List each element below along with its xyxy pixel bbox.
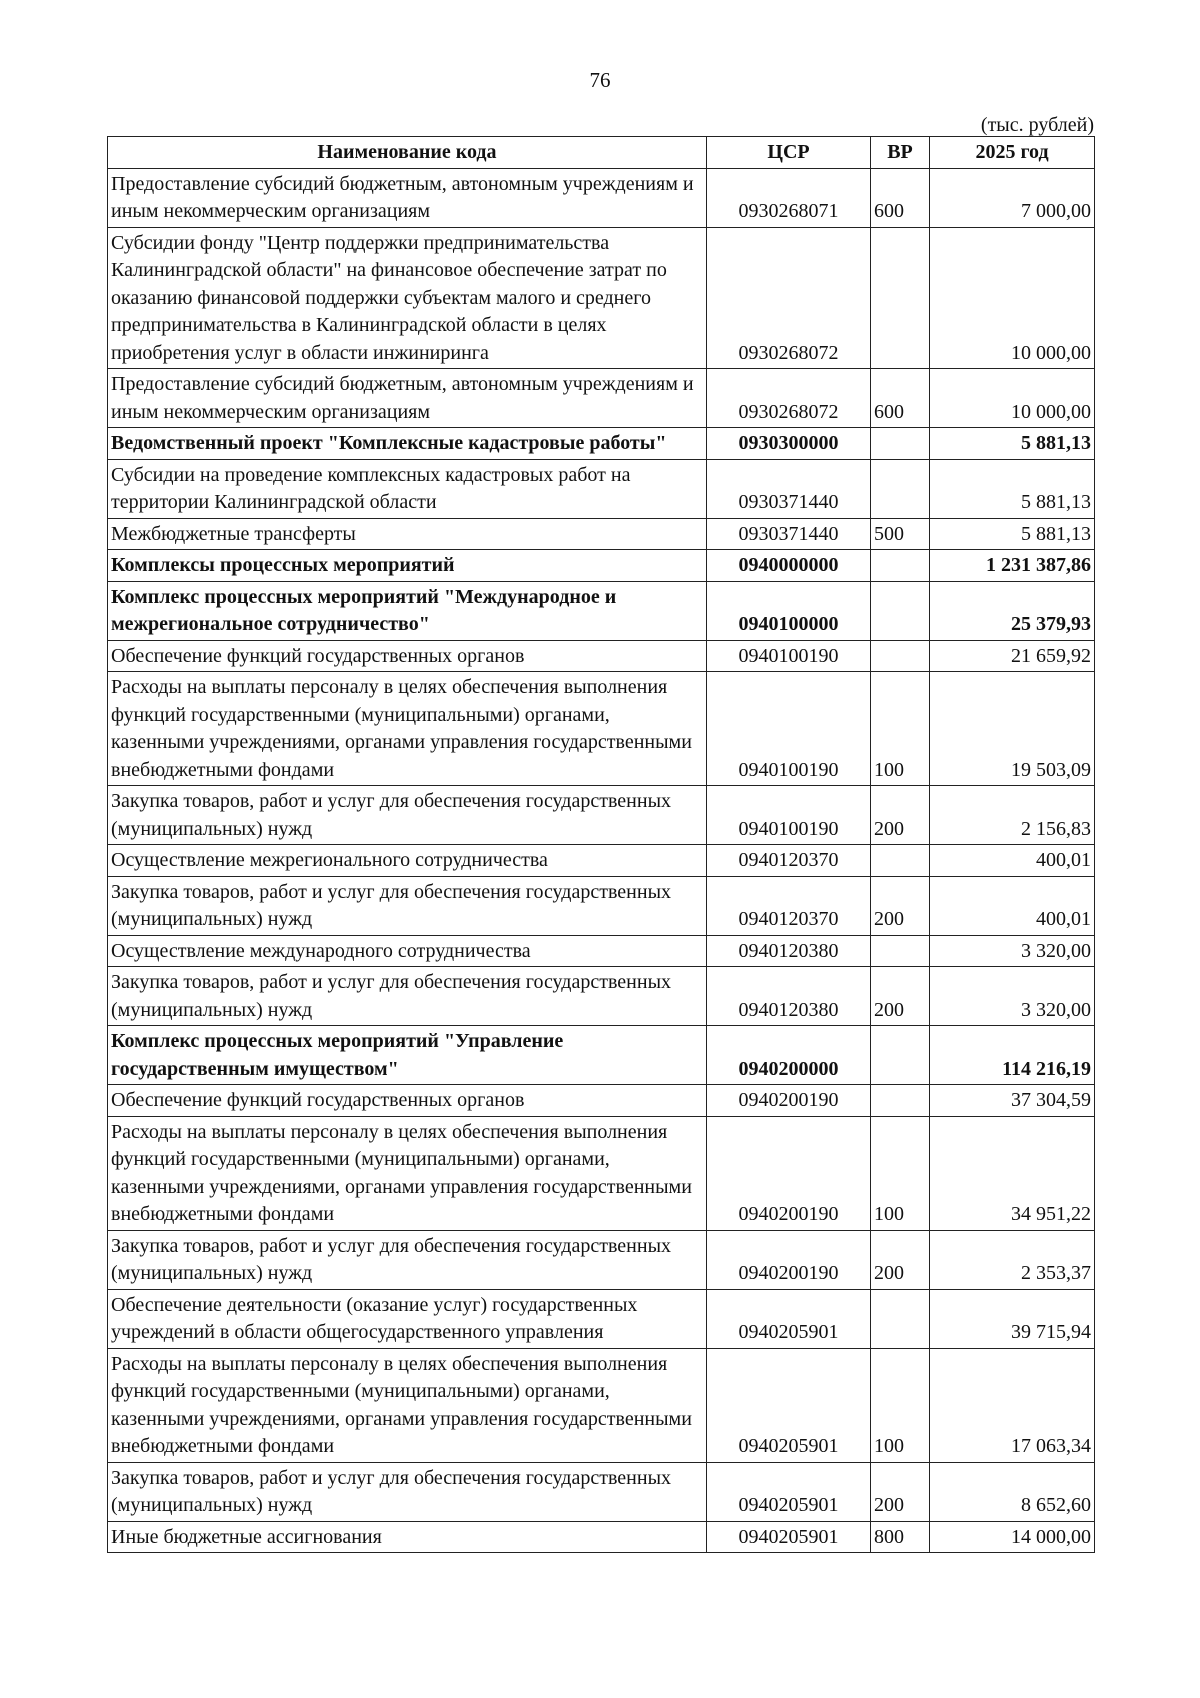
row-csr-cell: 0940100190 xyxy=(707,640,871,672)
table-row xyxy=(108,428,1095,460)
row-sum-cell: 5 881,13 xyxy=(930,428,1095,460)
table-row xyxy=(108,168,1095,227)
table-row xyxy=(108,672,1095,786)
row-vr-cell: 100 xyxy=(871,1348,930,1462)
row-vr-cell: 200 xyxy=(871,786,930,845)
table-row xyxy=(108,786,1095,845)
row-name-cell: Расходы на выплаты персоналу в целях обеспечения выполнения функций государственными (муниципальными) органами, казенными учреждениями, органами управления государственными внебюджетными фондами xyxy=(108,1116,707,1230)
table-row xyxy=(108,845,1095,877)
row-csr-cell: 0930371440 xyxy=(707,518,871,550)
table-row xyxy=(108,967,1095,1026)
row-vr-cell xyxy=(871,1026,930,1085)
row-name-cell: Закупка товаров, работ и услуг для обеспечения государственных (муниципальных) нужд xyxy=(108,1462,707,1521)
table-row xyxy=(108,1289,1095,1348)
row-name-cell: Осуществление межрегионального сотрудничества xyxy=(108,845,707,877)
row-sum-cell: 34 951,22 xyxy=(930,1116,1095,1230)
units-note: (тыс. рублей) xyxy=(980,114,1094,136)
row-name-cell: Межбюджетные трансферты xyxy=(108,518,707,550)
row-csr-cell: 0940100000 xyxy=(707,581,871,640)
row-sum-cell: 7 000,00 xyxy=(930,168,1095,227)
row-vr-cell: 200 xyxy=(871,967,930,1026)
table-row xyxy=(108,518,1095,550)
row-vr-cell: 100 xyxy=(871,1116,930,1230)
row-sum-cell: 14 000,00 xyxy=(930,1521,1095,1553)
table-row xyxy=(108,459,1095,518)
row-csr-cell: 0940205901 xyxy=(707,1289,871,1348)
row-vr-cell: 200 xyxy=(871,1230,930,1289)
table-row xyxy=(108,1116,1095,1230)
row-vr-cell: 600 xyxy=(871,168,930,227)
table-row xyxy=(108,1230,1095,1289)
row-vr-cell xyxy=(871,845,930,877)
row-sum-cell: 37 304,59 xyxy=(930,1085,1095,1117)
row-csr-cell: 0940120380 xyxy=(707,967,871,1026)
row-name-cell: Предоставление субсидий бюджетным, автономным учреждениям и иным некоммерческим организациям xyxy=(108,168,707,227)
budget-table xyxy=(107,136,1095,1553)
table-row xyxy=(108,876,1095,935)
row-csr-cell: 0930268072 xyxy=(707,369,871,428)
row-sum-cell: 5 881,13 xyxy=(930,459,1095,518)
row-vr-cell: 100 xyxy=(871,672,930,786)
row-csr-cell: 0940205901 xyxy=(707,1462,871,1521)
row-name-cell: Комплекс процессных мероприятий "Управление государственным имуществом" xyxy=(108,1026,707,1085)
row-name-cell: Расходы на выплаты персоналу в целях обеспечения выполнения функций государственными (муниципальными) органами, казенными учреждениями, органами управления государственными внебюджетными фондами xyxy=(108,1348,707,1462)
row-sum-cell: 2 353,37 xyxy=(930,1230,1095,1289)
table-row xyxy=(108,1348,1095,1462)
header-vr: ВР xyxy=(871,137,930,169)
row-name-cell: Субсидии фонду "Центр поддержки предпринимательства Калининградской области" на финансовое обеспечение затрат по оказанию финансовой поддержки субъектам малого и среднего предпринимательства в Калининградской области в целях приобретения услуг в области инжиниринга xyxy=(108,227,707,369)
row-sum-cell: 3 320,00 xyxy=(930,967,1095,1026)
row-sum-cell: 25 379,93 xyxy=(930,581,1095,640)
row-sum-cell: 2 156,83 xyxy=(930,786,1095,845)
row-name-cell: Обеспечение деятельности (оказание услуг) государственных учреждений в области общегосударственного управления xyxy=(108,1289,707,1348)
row-name-cell: Закупка товаров, работ и услуг для обеспечения государственных (муниципальных) нужд xyxy=(108,876,707,935)
row-vr-cell xyxy=(871,1289,930,1348)
row-name-cell: Расходы на выплаты персоналу в целях обеспечения выполнения функций государственными (муниципальными) органами, казенными учреждениями, органами управления государственными внебюджетными фондами xyxy=(108,672,707,786)
row-csr-cell: 0930300000 xyxy=(707,428,871,460)
table-row xyxy=(108,550,1095,582)
row-sum-cell: 39 715,94 xyxy=(930,1289,1095,1348)
row-sum-cell: 10 000,00 xyxy=(930,227,1095,369)
header-row xyxy=(108,137,1095,169)
row-csr-cell: 0940120370 xyxy=(707,876,871,935)
row-sum-cell: 3 320,00 xyxy=(930,935,1095,967)
row-csr-cell: 0940200000 xyxy=(707,1026,871,1085)
row-csr-cell: 0940205901 xyxy=(707,1521,871,1553)
row-csr-cell: 0940120380 xyxy=(707,935,871,967)
row-name-cell: Обеспечение функций государственных органов xyxy=(108,1085,707,1117)
row-sum-cell: 19 503,09 xyxy=(930,672,1095,786)
row-csr-cell: 0930268072 xyxy=(707,227,871,369)
row-sum-cell: 21 659,92 xyxy=(930,640,1095,672)
row-csr-cell: 0930371440 xyxy=(707,459,871,518)
row-sum-cell: 17 063,34 xyxy=(930,1348,1095,1462)
page-number: 76 xyxy=(589,68,611,92)
row-csr-cell: 0940205901 xyxy=(707,1348,871,1462)
row-vr-cell xyxy=(871,227,930,369)
row-name-cell: Предоставление субсидий бюджетным, автономным учреждениям и иным некоммерческим организациям xyxy=(108,369,707,428)
row-vr-cell: 200 xyxy=(871,1462,930,1521)
table-row xyxy=(108,369,1095,428)
row-vr-cell xyxy=(871,640,930,672)
row-vr-cell xyxy=(871,935,930,967)
table-row xyxy=(108,1026,1095,1085)
row-name-cell: Комплекс процессных мероприятий "Международное и межрегиональное сотрудничество" xyxy=(108,581,707,640)
row-name-cell: Комплексы процессных мероприятий xyxy=(108,550,707,582)
row-name-cell: Закупка товаров, работ и услуг для обеспечения государственных (муниципальных) нужд xyxy=(108,786,707,845)
row-sum-cell: 400,01 xyxy=(930,876,1095,935)
row-csr-cell: 0940100190 xyxy=(707,786,871,845)
row-vr-cell: 200 xyxy=(871,876,930,935)
table-row xyxy=(108,581,1095,640)
row-csr-cell: 0940200190 xyxy=(707,1116,871,1230)
header-name: Наименование кода xyxy=(108,137,707,169)
table-row xyxy=(108,1085,1095,1117)
table-row xyxy=(108,1462,1095,1521)
row-vr-cell: 800 xyxy=(871,1521,930,1553)
row-vr-cell xyxy=(871,459,930,518)
row-csr-cell: 0940200190 xyxy=(707,1230,871,1289)
row-csr-cell: 0940100190 xyxy=(707,672,871,786)
row-sum-cell: 10 000,00 xyxy=(930,369,1095,428)
row-csr-cell: 0940200190 xyxy=(707,1085,871,1117)
row-vr-cell xyxy=(871,550,930,582)
row-sum-cell: 400,01 xyxy=(930,845,1095,877)
row-name-cell: Иные бюджетные ассигнования xyxy=(108,1521,707,1553)
row-vr-cell: 600 xyxy=(871,369,930,428)
row-csr-cell: 0940120370 xyxy=(707,845,871,877)
row-csr-cell: 0930268071 xyxy=(707,168,871,227)
row-vr-cell: 500 xyxy=(871,518,930,550)
header-csr: ЦСР xyxy=(707,137,871,169)
row-csr-cell: 0940000000 xyxy=(707,550,871,582)
row-name-cell: Субсидии на проведение комплексных кадастровых работ на территории Калининградской области xyxy=(108,459,707,518)
table-row xyxy=(108,227,1095,369)
row-sum-cell: 1 231 387,86 xyxy=(930,550,1095,582)
table-row xyxy=(108,935,1095,967)
header-sum: 2025 год xyxy=(930,137,1095,169)
table-row xyxy=(108,1521,1095,1553)
row-name-cell: Закупка товаров, работ и услуг для обеспечения государственных (муниципальных) нужд xyxy=(108,967,707,1026)
table-row xyxy=(108,640,1095,672)
row-sum-cell: 8 652,60 xyxy=(930,1462,1095,1521)
row-vr-cell xyxy=(871,1085,930,1117)
row-name-cell: Закупка товаров, работ и услуг для обеспечения государственных (муниципальных) нужд xyxy=(108,1230,707,1289)
row-sum-cell: 114 216,19 xyxy=(930,1026,1095,1085)
row-sum-cell: 5 881,13 xyxy=(930,518,1095,550)
row-vr-cell xyxy=(871,581,930,640)
row-vr-cell xyxy=(871,428,930,460)
row-name-cell: Осуществление международного сотрудничества xyxy=(108,935,707,967)
row-name-cell: Ведомственный проект "Комплексные кадастровые работы" xyxy=(108,428,707,460)
row-name-cell: Обеспечение функций государственных органов xyxy=(108,640,707,672)
